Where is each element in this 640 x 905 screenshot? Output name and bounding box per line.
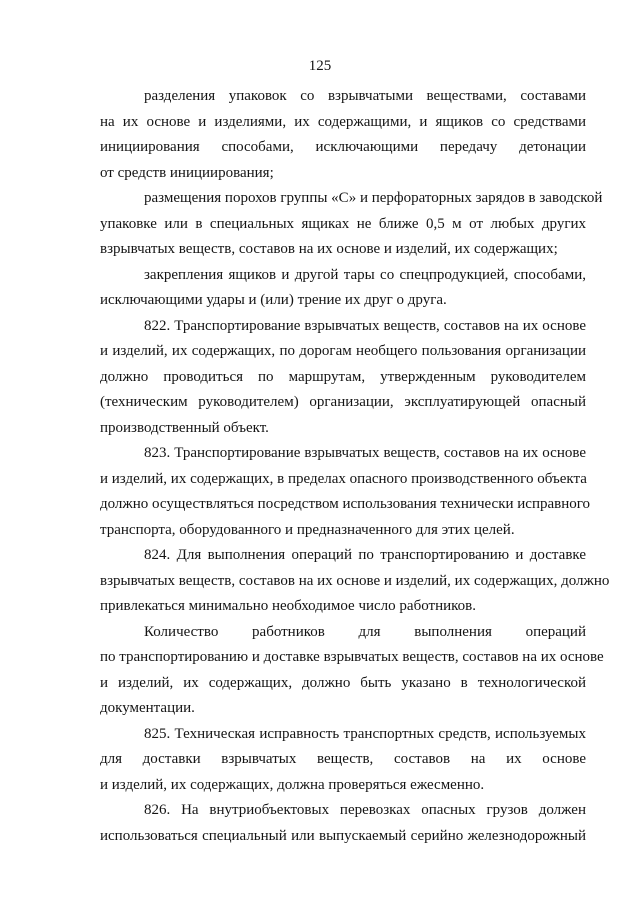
- paragraph-separation-packages: [100, 84, 586, 186]
- text-line: документации.: [100, 700, 195, 716]
- paragraph-securing-boxes: [100, 263, 586, 314]
- text-line: и изделий, их содержащих, должно быть указано в технологической: [100, 674, 586, 691]
- text-line: должно проводиться по маршрутам, утвержденным руководителем: [100, 368, 586, 385]
- text-line: 826. На внутриобъектовых перевозках опасных грузов должен: [144, 802, 586, 818]
- text-line: привлекаться минимально необходимое число работников.: [100, 598, 476, 614]
- paragraph-825: [100, 722, 586, 799]
- text-line: исключающими удары и (или) трение их друг о друга.: [100, 292, 447, 308]
- text-line: для доставки взрывчатых веществ, составов на их основе: [100, 751, 586, 767]
- text-line: и изделий, их содержащих, должна проверяться ежесменно.: [100, 776, 485, 793]
- paragraph-number-of-workers: [100, 620, 604, 722]
- text-line: использоваться специальный или выпускаемый серийно железнодорожный: [100, 827, 586, 844]
- text-line: взрывчатых веществ, составов на их основе и изделий, их содержащих, должно: [100, 572, 610, 589]
- paragraph-823: [100, 441, 591, 543]
- text-line: закрепления ящиков и другой тары со спецпродукцией, способами,: [144, 266, 586, 283]
- text-line: по транспортированию и доставке взрывчатых веществ, составов на их основе: [100, 649, 604, 665]
- text-line: 825. Техническая исправность транспортных средств, используемых: [144, 725, 586, 742]
- paragraph-powder-placement: [100, 186, 603, 263]
- page-number: 125: [308, 58, 332, 74]
- text-line: производственный объект.: [100, 419, 269, 436]
- text-line: 823. Транспортирование взрывчатых веществ, составов на их основе: [144, 445, 586, 461]
- paragraph-822: [100, 314, 586, 442]
- text-line: Количество работников для выполнения операций: [144, 623, 586, 640]
- text-line: взрывчатых веществ, составов на их основе и изделий, их содержащих;: [100, 241, 558, 257]
- text-line: и изделий, их содержащих, по дорогам необщего пользования организации: [100, 343, 586, 359]
- text-line: и изделий, их содержащих, в пределах опасного производственного объекта: [100, 470, 587, 487]
- text-line: размещения порохов группы «С» и перфораторных зарядов в заводской: [144, 190, 603, 206]
- paragraph-824: [100, 543, 610, 620]
- document-body: [100, 84, 610, 849]
- text-line: транспорта, оборудованного и предназначенного для этих целей.: [100, 521, 515, 538]
- text-line: разделения упаковок со взрывчатыми веществами, составами: [144, 88, 586, 104]
- text-line: упаковке или в специальных ящиках не ближе 0,5 м от любых других: [100, 215, 586, 232]
- text-line: (техническим руководителем) организации, эксплуатирующей опасный: [100, 394, 586, 410]
- text-line: на их основе и изделиями, их содержащими, и ящиков со средствами: [100, 113, 586, 130]
- paragraph-826: [100, 798, 586, 849]
- text-line: 824. Для выполнения операций по транспортированию и доставке: [144, 547, 586, 563]
- text-line: должно осуществляться посредством использования технически исправного: [100, 496, 591, 512]
- text-line: от средств инициирования;: [100, 164, 274, 181]
- text-line: инициирования способами, исключающими передачу детонации: [100, 139, 586, 155]
- text-line: 822. Транспортирование взрывчатых веществ, составов на их основе: [144, 317, 586, 334]
